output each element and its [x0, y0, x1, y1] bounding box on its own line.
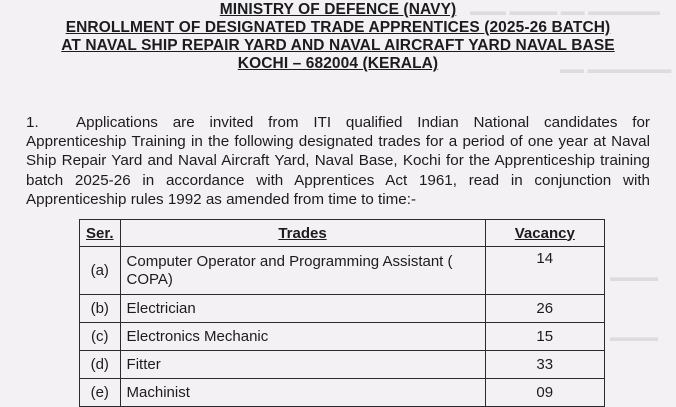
paragraph-number: 1.	[26, 114, 39, 131]
trade-cell: Electrician	[120, 295, 485, 323]
vacancy-cell: 33	[485, 351, 604, 379]
vacancy-cell: 09	[485, 379, 604, 407]
bleed-through-texture: ▬▬▬▬	[610, 330, 658, 344]
table-header-row	[80, 220, 605, 247]
bleed-through-texture: ▬▬▬▬	[610, 270, 658, 284]
header-trades: Trades	[120, 220, 485, 247]
table-row	[80, 247, 605, 295]
trade-cell: Fitter	[120, 351, 485, 379]
trade-cell: Computer Operator and Programming Assistant ( COPA)	[120, 247, 485, 295]
bleed-through-texture: ▬▬▬ ▬▬▬▬ ▬▬ ▬▬▬▬▬▬	[470, 4, 661, 18]
header-ser: Ser.	[80, 220, 121, 247]
table-row	[80, 351, 605, 379]
city-heading: KOCHI – 682004 (KERALA)	[237, 55, 439, 72]
ser-cell: (b)	[80, 295, 121, 323]
ser-cell: (a)	[80, 247, 121, 295]
ser-cell: (e)	[80, 379, 121, 407]
trade-cell: Machinist	[120, 379, 485, 407]
table-row	[80, 295, 605, 323]
location-heading: AT NAVAL SHIP REPAIR YARD AND NAVAL AIRCRAFT YARD NAVAL BASE	[61, 37, 615, 54]
trade-cell: Electronics Mechanic	[120, 323, 485, 351]
bleed-through-texture: ▬▬ ▬▬▬▬▬▬▬	[560, 62, 672, 76]
trades-table	[79, 219, 605, 407]
paragraph-1	[26, 113, 650, 209]
vacancy-cell: 15	[485, 323, 604, 351]
enrollment-heading: ENROLLMENT OF DESIGNATED TRADE APPRENTICES (2025-26 BATCH)	[65, 19, 611, 36]
ministry-heading: MINISTRY OF DEFENCE (NAVY)	[219, 1, 457, 18]
table-row	[80, 379, 605, 407]
ser-cell: (d)	[80, 351, 121, 379]
vacancy-cell: 26	[485, 295, 604, 323]
paragraph-text: Applications are invited from ITI qualified Indian National candidates for Apprenticeship Training in the following designated trades for a period of one year at Naval Ship Repair Yard and Naval Aircraft Yard, Naval Base, Kochi for the Apprenticeship training batch 2025-26 in accordance with Apprentices Act 1961, read in conjunction with Apprenticeship rules 1992 as amended from time to time:-	[26, 114, 650, 208]
ser-cell: (c)	[80, 323, 121, 351]
table-row	[80, 323, 605, 351]
vacancy-cell: 14	[485, 247, 604, 295]
header-vacancy: Vacancy	[485, 220, 604, 247]
